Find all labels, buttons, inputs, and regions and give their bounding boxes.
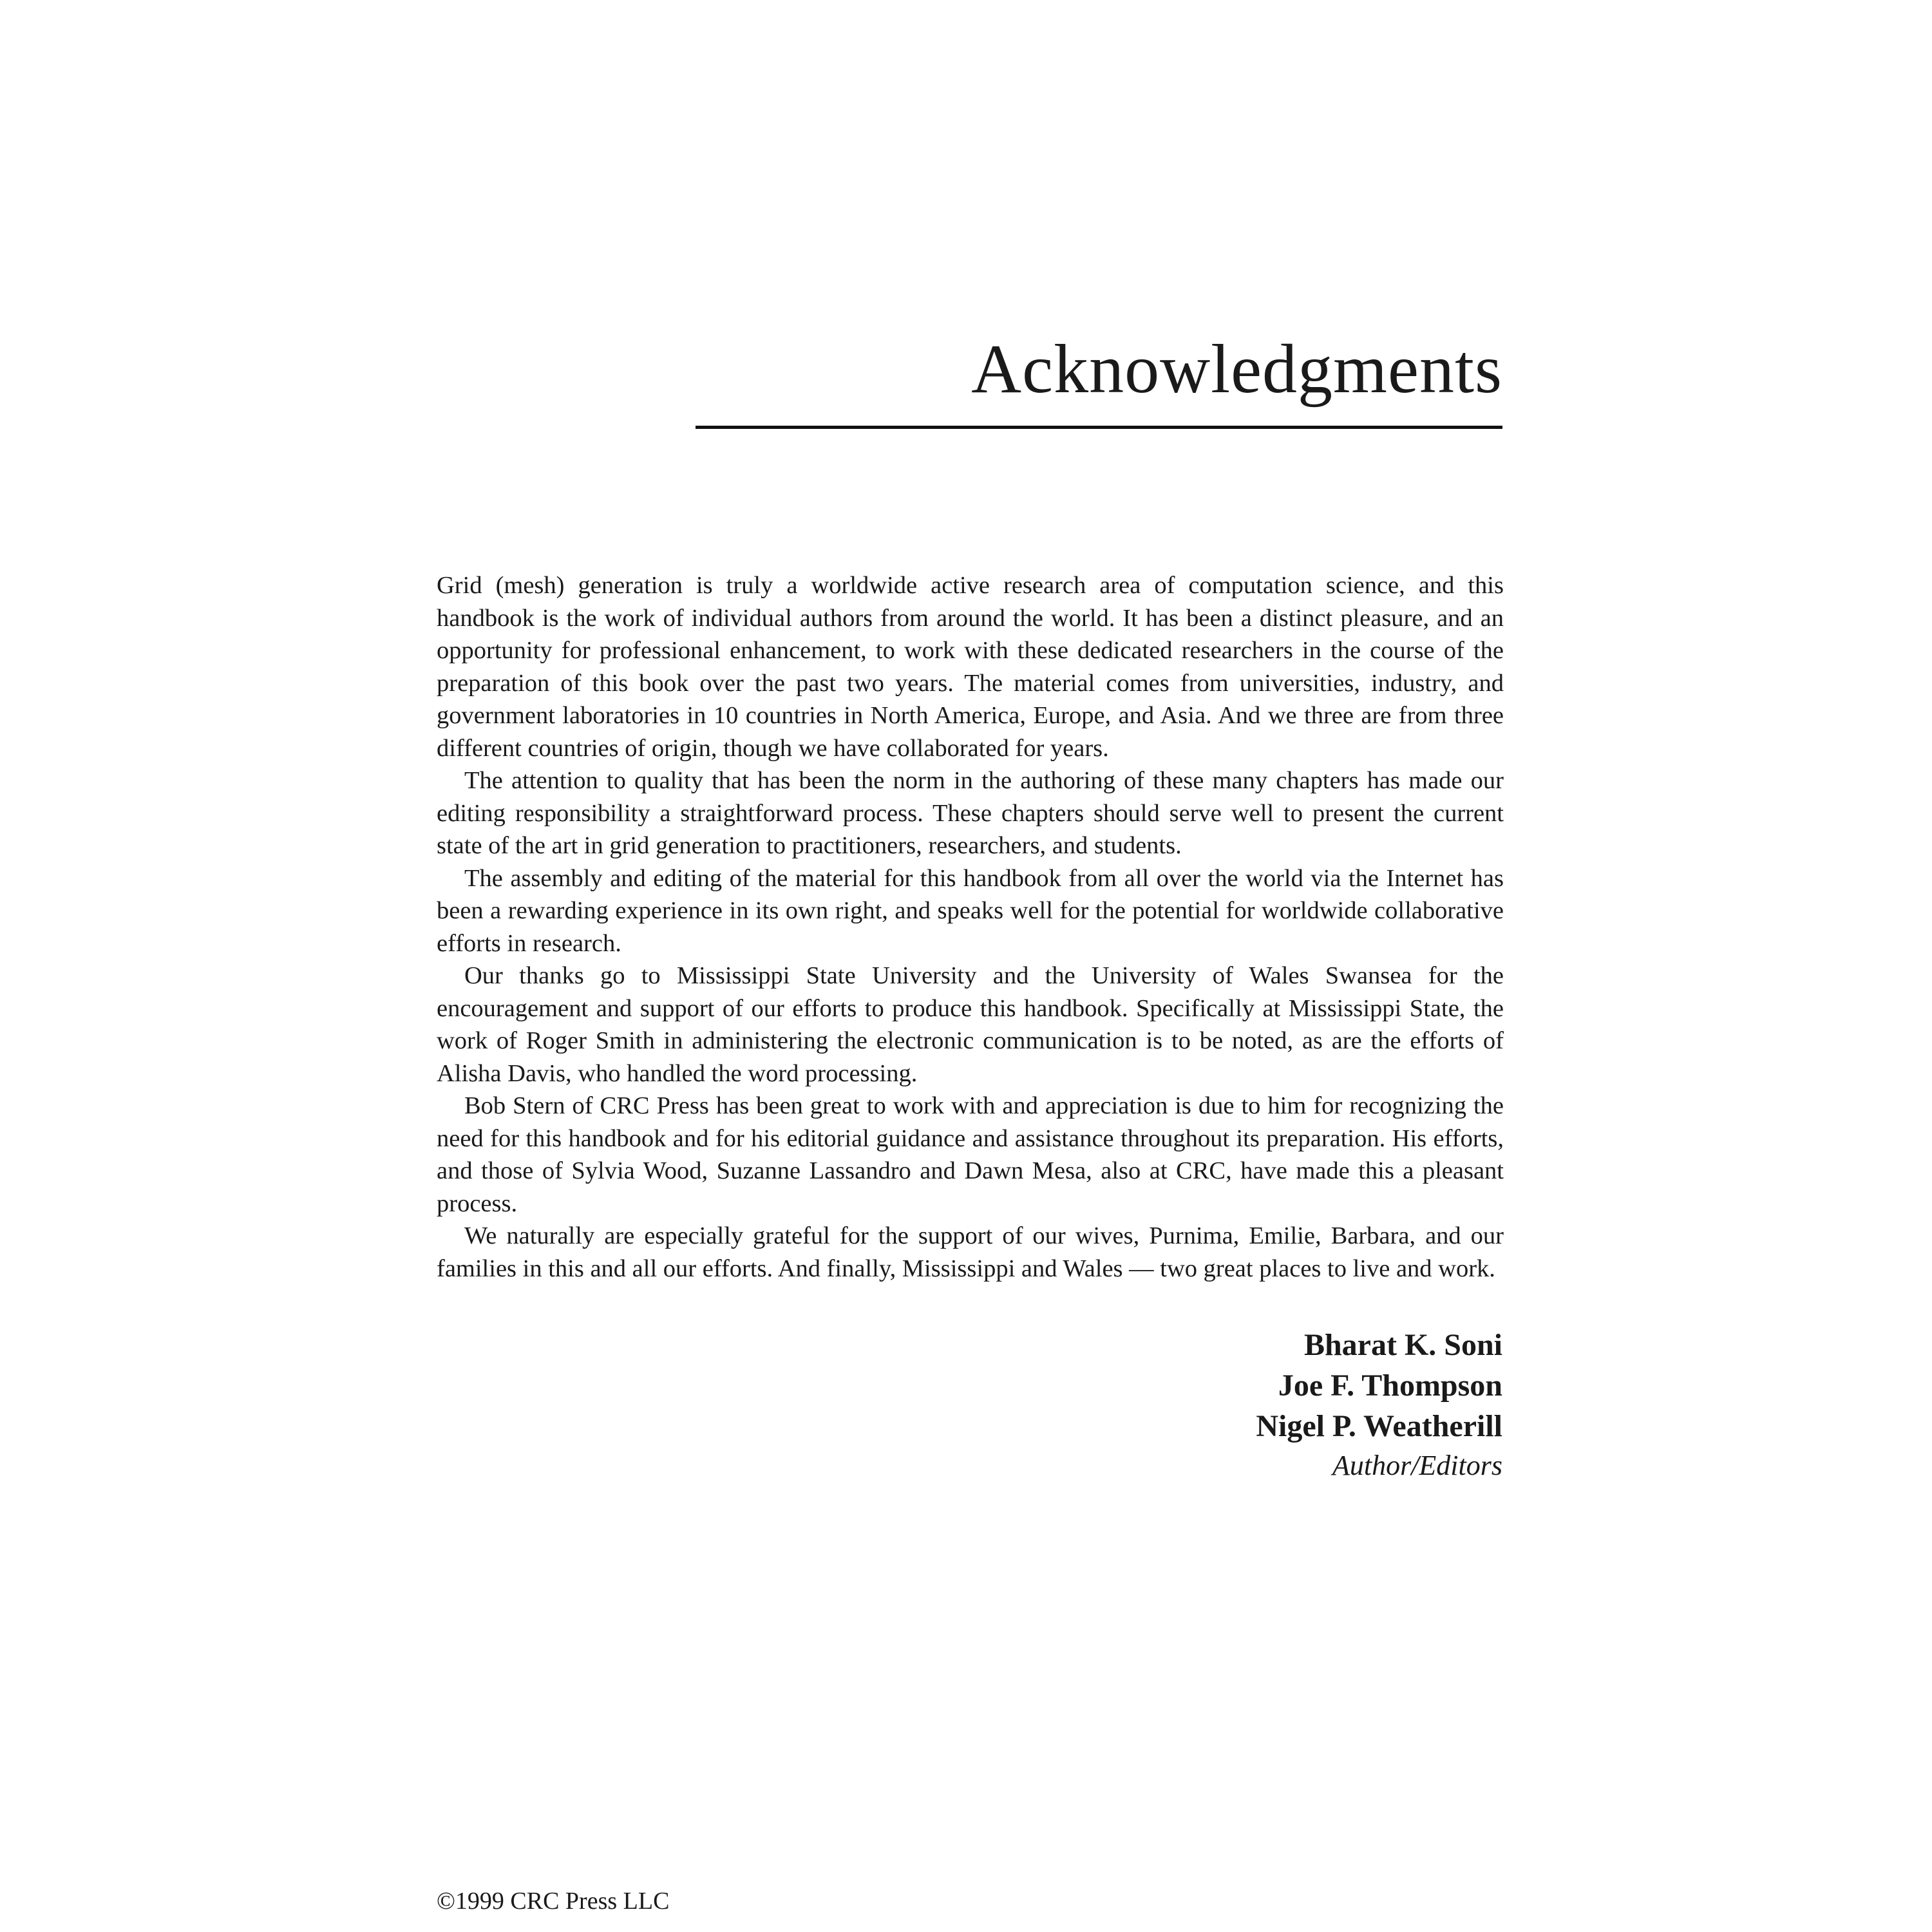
paragraph-2: The attention to quality that has been the norm in the authoring of these many chapters has made our editing responsibility a straightforward process. These chapters should serve well to present the current state of the art in grid generation to practitioners, researchers, and students. bbox=[437, 767, 1504, 859]
signature-role: Author/Editors bbox=[1332, 1450, 1502, 1481]
title-underline bbox=[696, 426, 1502, 429]
paragraph-3: The assembly and editing of the material for this handbook from all over the world via the Internet has been a rewarding experience in its own right, and speaks well for the potential for worldwide collaborative efforts in research. bbox=[437, 864, 1504, 957]
page-title: Acknowledgments bbox=[971, 331, 1502, 408]
signature-name-soni: Bharat K. Soni bbox=[1303, 1328, 1502, 1362]
paragraph-6: We naturally are especially grateful for the support of our wives, Purnima, Emilie, Barbara, and our families in this and all our efforts. And finally, Mississippi and Wales — two great places to live and work. bbox=[437, 1222, 1504, 1282]
signature-name-weatherill: Nigel P. Weatherill bbox=[1256, 1409, 1502, 1443]
copyright-footer: ©1999 CRC Press LLC bbox=[437, 1888, 670, 1915]
paragraph-1: Grid (mesh) generation is truly a worldwide active research area of computation science, and this handbook is the work of individual authors from around the world. It has been a distinct pleasure, and an opportunity for professional enhancement, to work with these dedicated researchers in the course of the preparation of this book over the past two years. The material comes from universities, industry, and government laboratories in 10 countries in North America, Europe, and Asia. And we three are from three different countries of origin, though we have collaborated for years. bbox=[437, 572, 1504, 762]
paragraph-4: Our thanks go to Mississippi State University and the University of Wales Swansea for the encouragement and support of our efforts to produce this handbook. Specifically at Mississippi State, the work of Roger Smith in administering the electronic communication is to be noted, as are the efforts of Alisha Davis, who handled the word processing. bbox=[437, 962, 1504, 1087]
signature-name-thompson: Joe F. Thompson bbox=[1278, 1368, 1502, 1403]
paragraph-5: Bob Stern of CRC Press has been great to work with and appreciation is due to him for recognizing the need for this handbook and for his editorial guidance and assistance throughout its preparation. His efforts, and those of Sylvia Wood, Suzanne Lassandro and Dawn Mesa, also at CRC, have made this a pleasant process. bbox=[437, 1092, 1504, 1217]
acknowledgments-body bbox=[437, 569, 1504, 1285]
signature-block bbox=[1256, 1325, 1502, 1485]
